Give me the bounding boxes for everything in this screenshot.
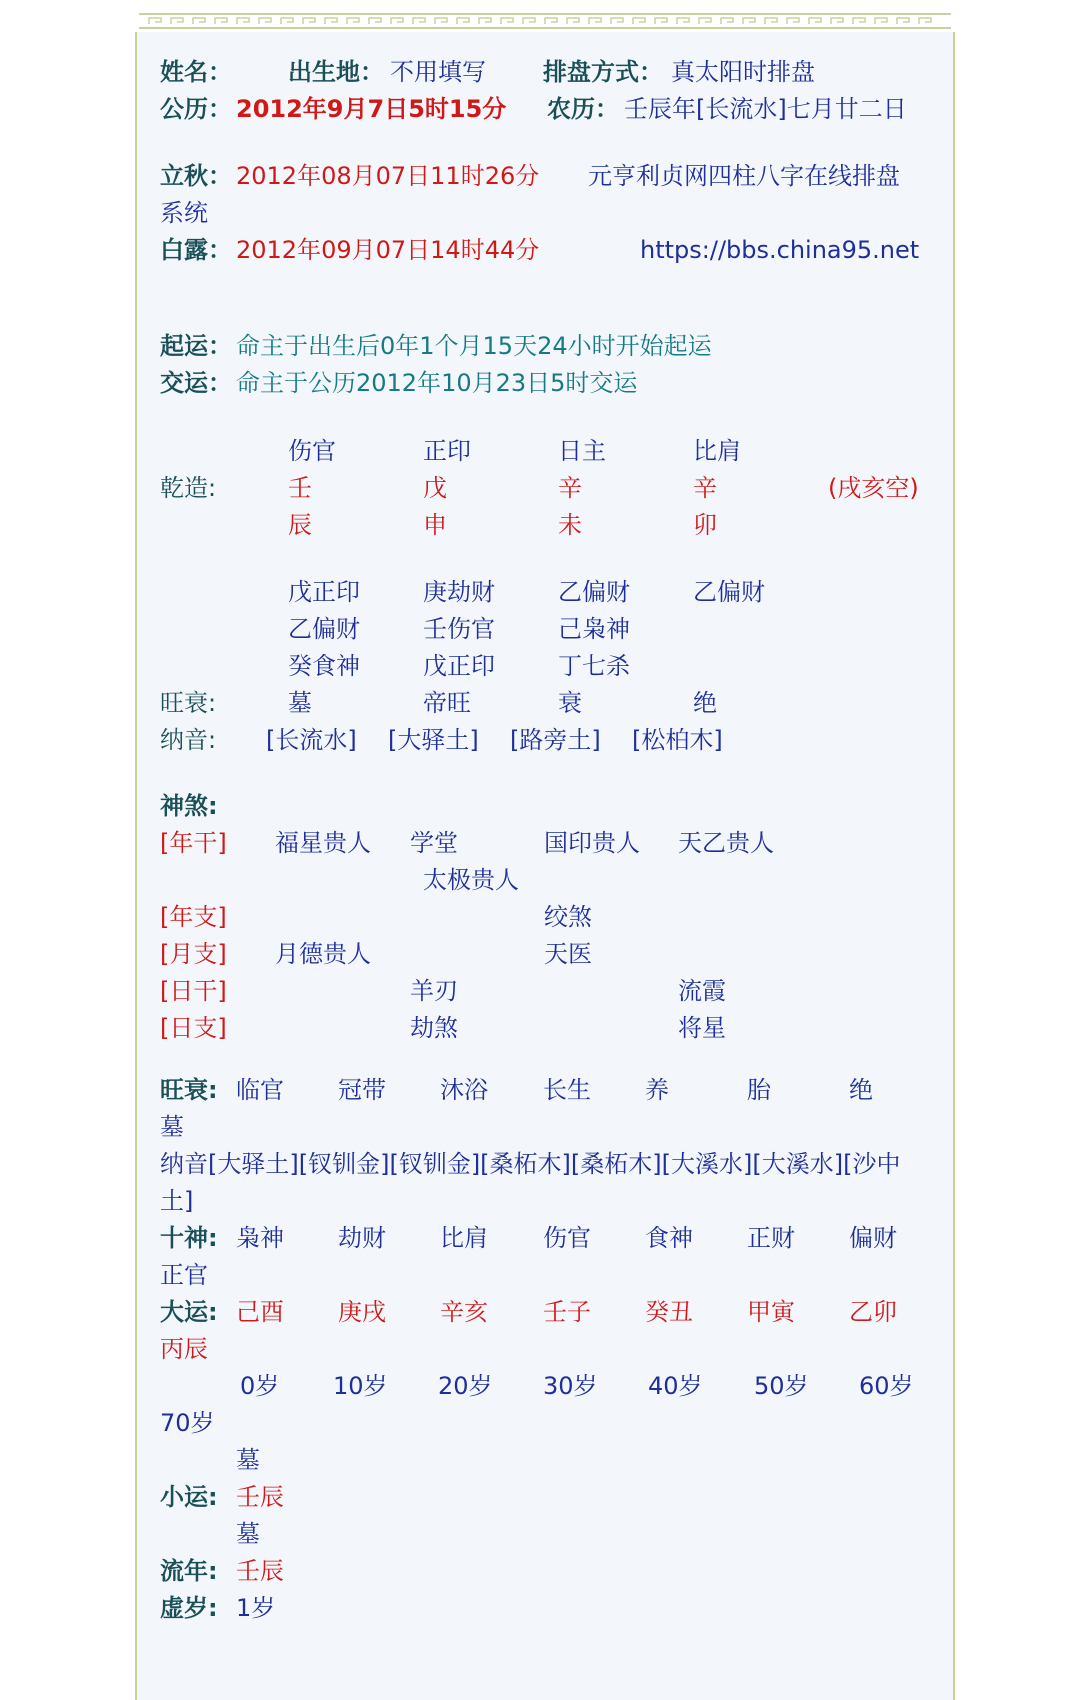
liunian-state: 墓 <box>236 1520 260 1548</box>
dayun-pillar: 辛亥 <box>440 1298 488 1326</box>
birthplace-value: 不用填写 <box>390 58 486 86</box>
dayun-state: 绝 <box>849 1076 873 1104</box>
hidden-stem: 乙偏财 <box>558 578 630 606</box>
dayun-nayin-line-continued: 土] <box>160 1187 194 1215</box>
dayun-label: 大运: <box>160 1298 218 1326</box>
xiaoyun-label: 小运: <box>160 1483 218 1511</box>
ten-god-month: 正印 <box>423 437 471 465</box>
site-name-continued: 系统 <box>160 199 208 227</box>
dayun-state: 胎 <box>747 1076 771 1104</box>
lunar-date-label: 农历： <box>547 95 619 123</box>
luck-start-value: 命主于出生后0年1个月15天24小时开始起运 <box>236 332 712 360</box>
dayun-shishen-label: 十神: <box>160 1224 218 1252</box>
dayun-pillar: 甲寅 <box>747 1298 795 1326</box>
pillar-state-label: 旺衰: <box>160 689 217 717</box>
birthplace-label: 出生地： <box>288 58 384 86</box>
pillar-nayin-label: 纳音: <box>160 726 217 754</box>
hidden-stem: 乙偏财 <box>288 615 360 643</box>
dayun-shishen: 劫财 <box>338 1224 386 1252</box>
dayun-pillar: 己酉 <box>236 1298 284 1326</box>
solar-date-label: 公历： <box>160 95 232 123</box>
stem-year: 壬 <box>288 474 312 502</box>
shensha-star: 天医 <box>544 940 592 968</box>
shensha-star: 学堂 <box>410 829 458 857</box>
method-label: 排盘方式： <box>543 58 663 86</box>
dayun-nayin-line: 纳音[大驿土][钗钏金][钗钏金][桑柘木][桑柘木][大溪水][大溪水][沙中 <box>160 1150 901 1178</box>
ten-god-hour: 比肩 <box>693 437 741 465</box>
liunian-value: 壬辰 <box>236 1557 284 1585</box>
ten-god-day: 日主 <box>558 437 606 465</box>
shensha-year-branch-label: [年支] <box>160 903 227 931</box>
shensha-star: 劫煞 <box>410 1014 458 1042</box>
shensha-star: 羊刃 <box>410 977 458 1005</box>
xusui-label: 虚岁: <box>160 1594 218 1622</box>
dayun-age: 50岁 <box>754 1372 809 1400</box>
dayun-shishen: 伤官 <box>543 1224 591 1252</box>
xusui-value: 1岁 <box>236 1594 276 1622</box>
shensha-star: 将星 <box>678 1014 726 1042</box>
dayun-pillar: 壬子 <box>543 1298 591 1326</box>
liqiu-value: 2012年08月07日11时26分 <box>236 162 540 190</box>
dayun-shishen: 偏财 <box>849 1224 897 1252</box>
stem-hour: 辛 <box>693 474 717 502</box>
dayun-age: 0岁 <box>240 1372 280 1400</box>
shensha-star: 绞煞 <box>544 903 592 931</box>
qianzao-label: 乾造: <box>160 474 217 502</box>
method-value: 真太阳时排盘 <box>671 58 815 86</box>
hidden-stem: 乙偏财 <box>693 578 765 606</box>
dayun-state: 冠带 <box>338 1076 386 1104</box>
pillar-state: 帝旺 <box>423 689 471 717</box>
dayun-state: 临官 <box>236 1076 284 1104</box>
luck-change-label: 交运： <box>160 369 232 397</box>
dayun-shishen: 正官 <box>160 1261 208 1289</box>
pillar-state: 衰 <box>558 689 582 717</box>
stem-day: 辛 <box>558 474 582 502</box>
xiaoyun-value: 壬辰 <box>236 1483 284 1511</box>
shensha-day-branch-label: [日支] <box>160 1014 227 1042</box>
pillar-nayin: [长流水] <box>266 726 357 754</box>
pillar-nayin: [大驿土] <box>388 726 479 754</box>
dayun-age: 70岁 <box>160 1409 215 1437</box>
hidden-stem: 己枭神 <box>558 615 630 643</box>
pillar-state: 墓 <box>288 689 312 717</box>
branch-month: 申 <box>423 511 447 539</box>
shensha-day-stem-label: [日干] <box>160 977 227 1005</box>
hidden-stem: 戊正印 <box>423 652 495 680</box>
void-branches: (戌亥空) <box>828 474 919 502</box>
luck-start-label: 起运： <box>160 332 232 360</box>
decorative-border-top <box>135 10 955 32</box>
ten-god-year: 伤官 <box>288 437 336 465</box>
xiaoyun-state: 墓 <box>236 1446 260 1474</box>
shensha-month-branch-label: [月支] <box>160 940 227 968</box>
site-url-link[interactable]: https://bbs.china95.net <box>640 236 920 264</box>
dayun-pillar: 癸丑 <box>645 1298 693 1326</box>
dayun-shishen: 比肩 <box>440 1224 488 1252</box>
hidden-stem: 庚劫财 <box>423 578 495 606</box>
dayun-pillar: 丙辰 <box>160 1335 208 1363</box>
dayun-state: 墓 <box>160 1113 184 1141</box>
site-name: 元亨利贞网四柱八字在线排盘 <box>588 162 900 190</box>
dayun-shishen: 正财 <box>747 1224 795 1252</box>
dayun-state: 长生 <box>543 1076 591 1104</box>
branch-hour: 卯 <box>693 511 717 539</box>
shensha-star: 天乙贵人 <box>678 829 774 857</box>
shensha-star: 国印贵人 <box>544 829 640 857</box>
dayun-state: 养 <box>645 1076 669 1104</box>
dayun-shishen: 枭神 <box>236 1224 284 1252</box>
dayun-pillar: 庚戌 <box>338 1298 386 1326</box>
pillar-state: 绝 <box>693 689 717 717</box>
pillar-nayin: [路旁土] <box>510 726 601 754</box>
shensha-star: 月德贵人 <box>275 940 371 968</box>
shensha-year-stem-label: [年干] <box>160 829 227 857</box>
stem-month: 戊 <box>423 474 447 502</box>
dayun-age: 40岁 <box>648 1372 703 1400</box>
dayun-state-label: 旺衰: <box>160 1076 218 1104</box>
dayun-age: 10岁 <box>333 1372 388 1400</box>
luck-change-value: 命主于公历2012年10月23日5时交运 <box>236 369 638 397</box>
lunar-date-value: 壬辰年[长流水]七月廿二日 <box>624 95 907 123</box>
bailu-label: 白露： <box>160 236 232 264</box>
dayun-state: 沐浴 <box>440 1076 488 1104</box>
shensha-star: 流霞 <box>678 977 726 1005</box>
dayun-age: 30岁 <box>543 1372 598 1400</box>
shensha-star: 福星贵人 <box>275 829 371 857</box>
dayun-age: 60岁 <box>859 1372 914 1400</box>
dayun-shishen: 食神 <box>645 1224 693 1252</box>
dayun-age: 20岁 <box>438 1372 493 1400</box>
hidden-stem: 丁七杀 <box>558 652 630 680</box>
liqiu-label: 立秋： <box>160 162 232 190</box>
dayun-pillar: 乙卯 <box>849 1298 897 1326</box>
hidden-stem: 戊正印 <box>288 578 360 606</box>
pillar-nayin: [松柏木] <box>632 726 723 754</box>
shensha-title: 神煞: <box>160 792 218 820</box>
branch-day: 未 <box>558 511 582 539</box>
hidden-stem: 癸食神 <box>288 652 360 680</box>
name-label: 姓名： <box>160 58 232 86</box>
solar-date-value: 2012年9月7日5时15分 <box>236 95 507 123</box>
liunian-label: 流年: <box>160 1557 218 1585</box>
branch-year: 辰 <box>288 511 312 539</box>
bailu-value: 2012年09月07日14时44分 <box>236 236 540 264</box>
shensha-star: 太极贵人 <box>423 866 519 894</box>
hidden-stem: 壬伤官 <box>423 615 495 643</box>
